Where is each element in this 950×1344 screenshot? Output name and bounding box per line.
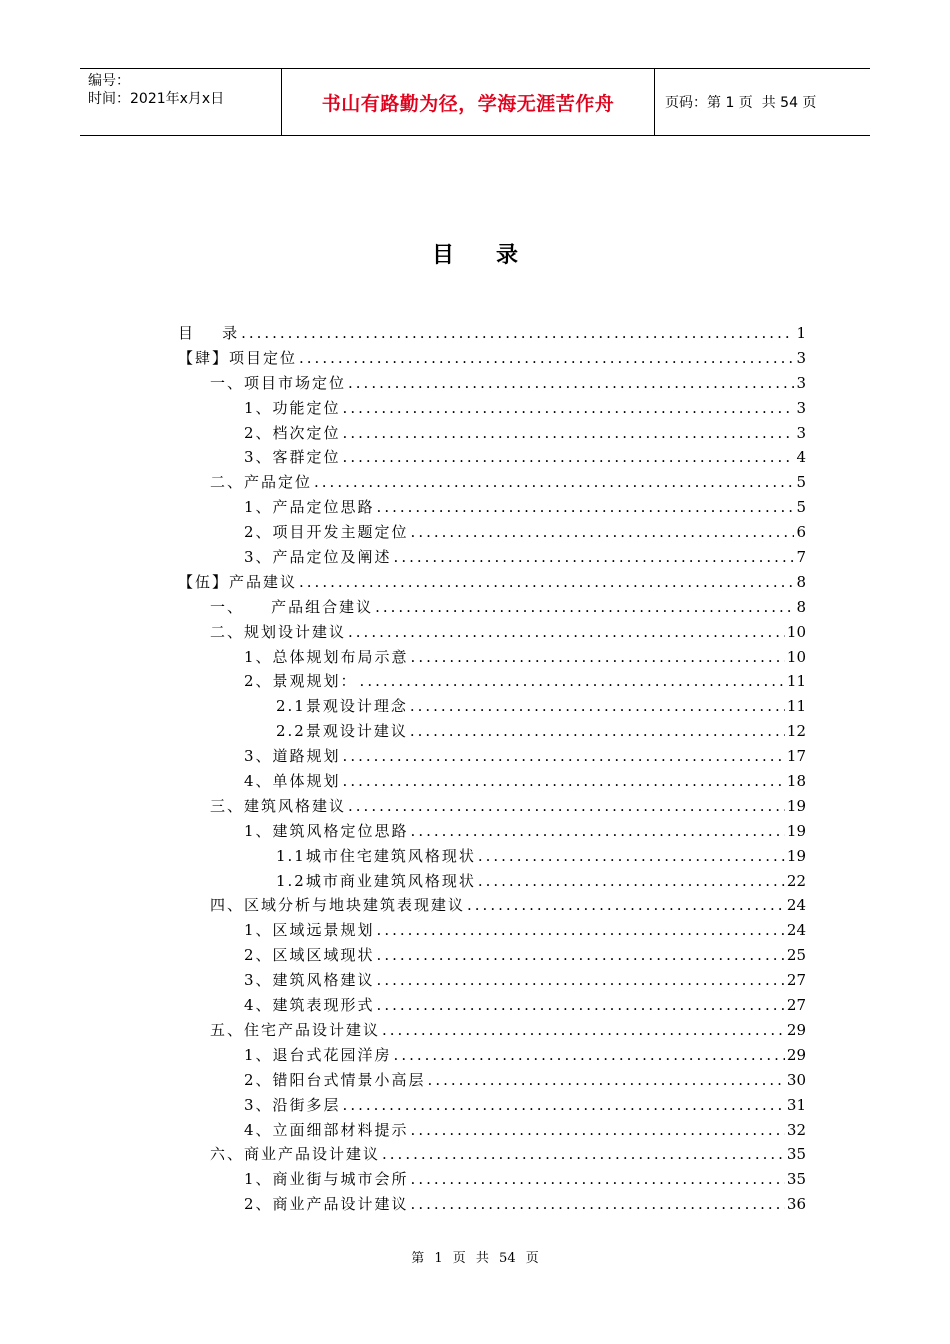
toc-dot-leader — [348, 374, 794, 392]
toc-title: 目录 — [431, 243, 560, 268]
toc-dot-leader — [411, 822, 785, 840]
toc-entry[interactable] — [178, 944, 806, 969]
toc-entry-page: 24 — [786, 921, 806, 940]
toc-entry-page: 8 — [796, 572, 806, 591]
toc-entry-page: 32 — [786, 1120, 806, 1139]
toc-entry-label: 2、商业产品设计建议 — [244, 1195, 409, 1214]
header-page-info: 页码：第 1 页 共 54 页 — [665, 95, 817, 111]
toc-entry[interactable] — [178, 1044, 806, 1069]
toc-entry[interactable] — [178, 1119, 806, 1144]
toc-dot-leader — [314, 473, 794, 491]
toc-entry-label: 二、产品定位 — [210, 473, 313, 492]
toc-entry-label: 1.1城市住宅建筑风格现状 — [276, 846, 476, 865]
toc-entry[interactable] — [178, 372, 806, 397]
document-time-label: 时间：2021年x月x日 — [88, 91, 225, 107]
toc-entry-label: 1、商业街与城市会所 — [244, 1170, 409, 1189]
toc-entry[interactable] — [178, 1094, 806, 1119]
toc-dot-leader — [343, 448, 795, 466]
toc-dot-leader — [241, 324, 794, 342]
toc-dot-leader — [377, 921, 785, 939]
toc-entry-label: 1、功能定位 — [244, 398, 341, 417]
toc-entry[interactable] — [178, 670, 806, 695]
toc-entry-label: 五、住宅产品设计建议 — [210, 1020, 381, 1039]
toc-entry-page: 4 — [796, 448, 806, 467]
toc-dot-leader — [467, 896, 785, 914]
toc-entry-page: 24 — [786, 896, 806, 915]
toc-entry[interactable] — [178, 521, 806, 546]
toc-entry[interactable] — [178, 1168, 806, 1193]
toc-dot-leader — [299, 573, 794, 591]
toc-entry-label: 2、区域区域现状 — [244, 946, 375, 965]
toc-entry-page: 6 — [796, 523, 806, 542]
toc-entry-label: 1、退台式花园洋房 — [244, 1045, 392, 1064]
toc-entry[interactable] — [178, 621, 806, 646]
toc-dot-leader — [411, 1170, 785, 1188]
toc-dot-leader — [428, 1071, 785, 1089]
toc-entry-label: 三、建筑风格建议 — [210, 796, 347, 815]
toc-dot-leader — [348, 623, 785, 641]
toc-entry[interactable] — [178, 496, 806, 521]
toc-entry-label: 4、立面细部材料提示 — [244, 1120, 409, 1139]
toc-entry-page: 27 — [786, 996, 806, 1015]
toc-entry-label: 4、建筑表现形式 — [244, 996, 375, 1015]
toc-entry-label: 四、区域分析与地块建筑表现建议 — [210, 896, 466, 915]
toc-entry-page: 12 — [786, 722, 806, 741]
toc-entry[interactable] — [178, 596, 806, 621]
toc-dot-leader — [382, 1021, 785, 1039]
toc-entry-page: 35 — [786, 1145, 806, 1164]
toc-entry[interactable] — [178, 646, 806, 671]
toc-entry-page: 10 — [786, 622, 806, 641]
toc-dot-leader — [377, 971, 785, 989]
toc-dot-leader — [478, 847, 785, 865]
toc-entry-label: 2、档次定位 — [244, 423, 341, 442]
toc-dot-leader — [411, 648, 785, 666]
toc-entry-page: 30 — [786, 1070, 806, 1089]
toc-entry-label: 2、景观规划： — [244, 672, 358, 691]
toc-entry-page: 19 — [786, 796, 806, 815]
toc-entry[interactable] — [178, 471, 806, 496]
toc-entry-page: 11 — [786, 672, 806, 691]
toc-dot-leader — [343, 747, 785, 765]
toc-entry[interactable] — [178, 446, 806, 471]
toc-entry[interactable] — [178, 322, 806, 347]
toc-entry-page: 3 — [796, 348, 806, 367]
toc-entry[interactable] — [178, 1019, 806, 1044]
toc-entry-label: 1、总体规划布局示意 — [244, 647, 409, 666]
toc-entry-page: 31 — [786, 1095, 806, 1114]
toc-entry-page: 22 — [786, 871, 806, 890]
toc-entry-label: 1.2城市商业建筑风格现状 — [276, 871, 476, 890]
toc-dot-leader — [299, 349, 794, 367]
toc-dot-leader — [410, 697, 785, 715]
toc-dot-leader — [411, 1195, 785, 1213]
toc-dot-leader — [394, 1046, 785, 1064]
toc-dot-leader — [377, 996, 785, 1014]
toc-entry-page: 1 — [796, 324, 806, 342]
toc-dot-leader — [382, 1145, 785, 1163]
toc-entry-page: 35 — [786, 1170, 806, 1189]
toc-entry-label: 2.2景观设计建议 — [276, 722, 408, 741]
toc-entry-label: 目 录 — [178, 324, 240, 342]
toc-entry-label: 3、客群定位 — [244, 448, 341, 467]
toc-entry-page: 5 — [796, 473, 806, 492]
toc-entry[interactable] — [178, 994, 806, 1019]
toc-entry-label: 【伍】产品建议 — [178, 572, 298, 591]
toc-entry-page: 29 — [786, 1020, 806, 1039]
toc-dot-leader — [410, 722, 785, 740]
toc-entry-page: 36 — [786, 1195, 806, 1214]
toc-entry-label: 2.1景观设计理念 — [276, 697, 408, 716]
toc-entry-label: 六、商业产品设计建议 — [210, 1145, 381, 1164]
toc-dot-leader — [343, 424, 795, 442]
toc-entry-label: 1、区域远景规划 — [244, 921, 375, 940]
toc-entry-label: 1、产品定位思路 — [244, 498, 375, 517]
toc-entry-label: 4、单体规划 — [244, 772, 341, 791]
toc-entry[interactable] — [178, 422, 806, 447]
toc-entry-label: 3、建筑风格建议 — [244, 971, 375, 990]
toc-dot-leader — [348, 797, 785, 815]
toc-entry-label: 1、建筑风格定位思路 — [244, 821, 409, 840]
toc-entry-page: 29 — [786, 1045, 806, 1064]
toc-dot-leader — [343, 1096, 785, 1114]
toc-entry-page: 3 — [796, 423, 806, 442]
toc-entry[interactable] — [178, 720, 806, 745]
page-header — [80, 68, 870, 136]
toc-entry[interactable] — [178, 347, 806, 372]
toc-entry-label: 3、产品定位及阐述 — [244, 548, 392, 567]
toc-entry-label: 3、沿街多层 — [244, 1095, 341, 1114]
toc-entry[interactable] — [178, 795, 806, 820]
header-page-info-cell — [655, 69, 870, 135]
toc-entry-page: 7 — [796, 548, 806, 567]
toc-entry-page: 5 — [796, 498, 806, 517]
toc-entry-page: 19 — [786, 846, 806, 865]
toc-entry[interactable] — [178, 770, 806, 795]
document-number-label: 编号： — [88, 73, 130, 89]
toc-entry-page: 25 — [786, 946, 806, 965]
toc-entry-page: 17 — [786, 747, 806, 766]
toc-entry-page: 27 — [786, 971, 806, 990]
table-of-contents — [178, 322, 806, 1218]
toc-entry-page: 18 — [786, 772, 806, 791]
toc-dot-leader — [377, 946, 785, 964]
toc-dot-leader — [377, 498, 795, 516]
toc-dot-leader — [343, 399, 795, 417]
toc-entry[interactable] — [178, 745, 806, 770]
toc-entry[interactable] — [178, 1143, 806, 1168]
toc-entry-label: 一、项目市场定位 — [210, 373, 347, 392]
toc-dot-leader — [478, 872, 785, 890]
toc-entry[interactable] — [178, 919, 806, 944]
toc-entry-page: 11 — [786, 697, 806, 716]
toc-entry-label: 2、项目开发主题定位 — [244, 523, 409, 542]
toc-entry-label: 一、 产品组合建议 — [210, 597, 374, 616]
toc-entry-page: 19 — [786, 821, 806, 840]
toc-entry-label: 3、道路规划 — [244, 747, 341, 766]
toc-entry-label: 二、规划设计建议 — [210, 622, 347, 641]
toc-entry[interactable] — [178, 1069, 806, 1094]
toc-entry[interactable] — [178, 571, 806, 596]
toc-dot-leader — [394, 548, 795, 566]
toc-dot-leader — [343, 772, 785, 790]
toc-entry-label: 2、错阳台式情景小高层 — [244, 1070, 426, 1089]
toc-entry-page: 3 — [796, 373, 806, 392]
toc-dot-leader — [375, 598, 794, 616]
toc-dot-leader — [411, 1121, 785, 1139]
toc-entry[interactable] — [178, 397, 806, 422]
toc-entry-label: 【肆】项目定位 — [178, 348, 298, 367]
header-left-cell — [80, 69, 282, 135]
page-footer: 第 1 页 共 54 页 — [411, 1251, 539, 1266]
toc-dot-leader — [360, 672, 785, 690]
toc-entry-page: 10 — [786, 647, 806, 666]
toc-entry[interactable] — [178, 870, 806, 895]
toc-entry-page: 3 — [796, 398, 806, 417]
toc-entry[interactable] — [178, 695, 806, 720]
toc-entry[interactable] — [178, 894, 806, 919]
toc-entry[interactable] — [178, 820, 806, 845]
toc-entry-page: 8 — [796, 597, 806, 616]
header-motto: 书山有路勤为径，学海无涯苦作舟 — [282, 69, 655, 135]
toc-entry[interactable] — [178, 845, 806, 870]
toc-entry[interactable] — [178, 546, 806, 571]
toc-entry[interactable] — [178, 1193, 806, 1218]
toc-entry[interactable] — [178, 969, 806, 994]
toc-dot-leader — [411, 523, 795, 541]
